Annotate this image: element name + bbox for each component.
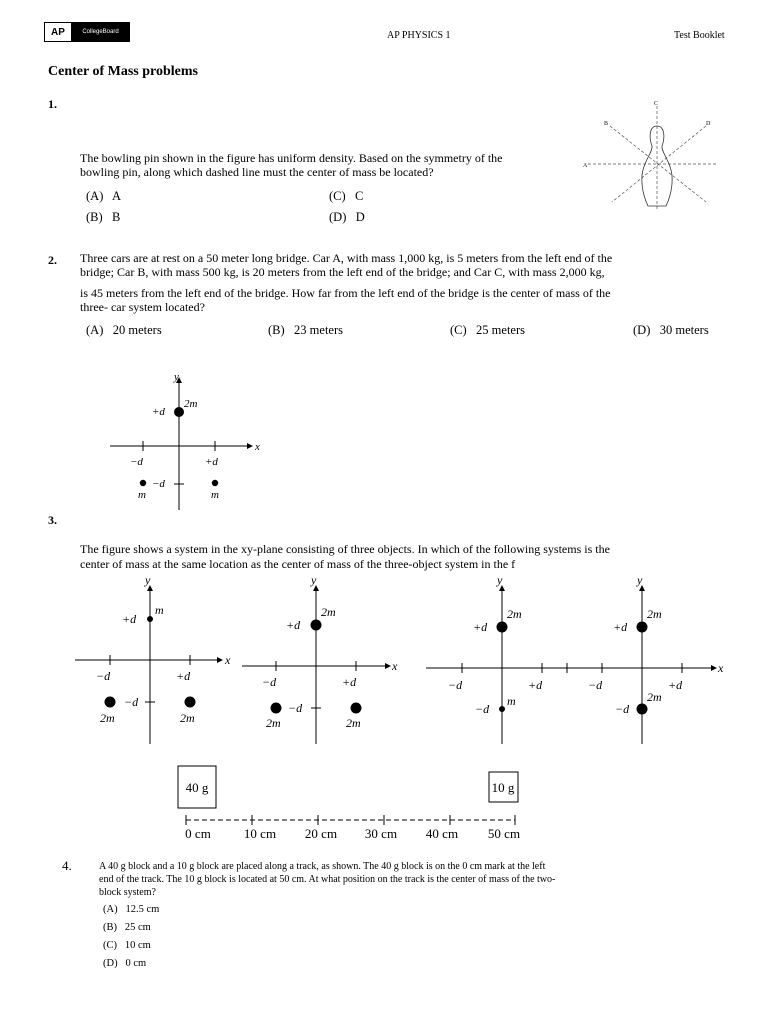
sys4-x-label: x <box>718 661 724 675</box>
fig-label-d: D <box>706 121 711 127</box>
q2-option-c-value: 25 meters <box>476 323 525 337</box>
y-label: y <box>174 371 179 383</box>
track-mark-40: 40 cm <box>425 826 459 841</box>
q1-number: 1. <box>48 97 57 111</box>
q1-option-c[interactable] <box>329 189 363 204</box>
track-figure <box>170 762 540 844</box>
sys3-minus-d-y: −d <box>475 702 490 716</box>
q2-option-a[interactable] <box>86 323 162 338</box>
dashed-line-d <box>612 126 706 202</box>
sys2-plus-d-x: +d <box>342 675 357 689</box>
mass-m-right-label: m <box>211 489 219 501</box>
sys3-m-label: m <box>507 694 516 708</box>
track-mark-0: 0 cm <box>185 826 211 841</box>
header-booklet: Test Booklet <box>674 30 725 41</box>
q1-text-line2: bowling pin, along which dashed line must the center of mass be located? <box>80 165 434 179</box>
q4-option-a[interactable] <box>103 904 159 915</box>
q2-option-c[interactable] <box>450 323 525 338</box>
system-2-figure <box>242 573 398 744</box>
mass-m-left-label: m <box>138 489 146 501</box>
q2-option-a-value: 20 meters <box>112 323 162 337</box>
sys1-x-label: x <box>225 653 231 667</box>
sys2-minus-d-y: −d <box>288 701 303 715</box>
sys1-y-label: y <box>145 573 151 587</box>
sys3-y-label: y <box>497 573 503 587</box>
sys4-plus-d-y: +d <box>613 620 628 634</box>
q1-option-d-label: (D) <box>329 210 347 224</box>
ap-collegeboard-logo <box>44 22 130 42</box>
q2-option-b-value: 23 meters <box>294 323 343 337</box>
sys1-m-label: m <box>155 603 164 617</box>
q3-answer-systems <box>70 572 724 747</box>
sys2-y-label: y <box>311 573 317 587</box>
mass-2m-label: 2m <box>184 398 198 410</box>
plus-d-y-label: +d <box>152 406 165 418</box>
q3-text-line1: The figure shows a system in the xy-plane consisting of three objects. In which of the following systems is the <box>80 542 610 556</box>
q2-option-d-value: 30 meters <box>659 323 709 337</box>
mass-m-right-dot <box>212 480 218 486</box>
section-title: Center of Mass problems <box>48 64 198 79</box>
q2-option-a-label: (A) <box>86 323 104 337</box>
sys4-minus-d-x: −d <box>588 678 603 692</box>
q4-option-a-label: (A) <box>103 904 118 915</box>
block-40g-label: 40 g <box>185 780 209 795</box>
q2-option-d-label: (D) <box>633 323 651 337</box>
fig-label-c: C <box>654 101 659 107</box>
sys3-minus-d-x: −d <box>448 678 463 692</box>
sys2-2m-right: 2m <box>346 716 361 730</box>
q1-text-line1: The bowling pin shown in the figure has uniform density. Based on the symmetry of the <box>80 151 503 165</box>
sys1-plus-d-x: +d <box>176 669 191 683</box>
logo-ap: AP <box>45 23 72 41</box>
q4-text-line3: block system? <box>99 887 156 898</box>
logo-collegeboard: CollegeBoard <box>72 23 129 41</box>
q2-text-line2: bridge; Car B, with mass 500 kg, is 20 meters from the left end of the bridge; and Car C, with mass 2,000 kg, <box>80 265 605 279</box>
q2-number: 2. <box>48 253 57 267</box>
q1-option-c-label: (C) <box>329 189 346 203</box>
q4-option-b-value: 25 cm <box>124 922 151 933</box>
sys3-plus-d-y: +d <box>473 620 488 634</box>
track-mark-30: 30 cm <box>364 826 398 841</box>
q3-reference-figure <box>100 368 270 513</box>
q4-text-line1: A 40 g block and a 10 g block are placed along a track, as shown. The 40 g block is on the 0 cm mark at the left <box>99 861 546 872</box>
q2-option-d[interactable] <box>633 323 709 338</box>
sys3-2m-top: 2m <box>507 607 522 621</box>
q1-option-b-value: B <box>112 210 121 224</box>
track-mark-50: 50 cm <box>487 826 521 841</box>
q1-option-d-value: D <box>355 210 365 224</box>
sys1-plus-d-y: +d <box>122 612 137 626</box>
track-mark-20: 20 cm <box>304 826 338 841</box>
sys1-2m-left: 2m <box>100 711 115 725</box>
sys4-minus-d-y: −d <box>615 702 630 716</box>
sys1-minus-d-y: −d <box>124 695 139 709</box>
q4-text-line2: end of the track. The 10 g block is located at 50 cm. At what position on the track is the center of mass of the two- <box>99 874 556 885</box>
q4-option-c-value: 10 cm <box>124 940 151 951</box>
q4-option-c-label: (C) <box>103 940 117 951</box>
q2-text-line4: three- car system located? <box>80 300 205 314</box>
x-label: x <box>255 441 260 453</box>
q4-option-d-label: (D) <box>103 958 118 969</box>
sys4-2m-bottom: 2m <box>647 690 662 704</box>
sys3-plus-d-x: +d <box>528 678 543 692</box>
plus-d-x-label: +d <box>205 456 218 468</box>
q1-option-d[interactable] <box>329 210 365 225</box>
q2-option-b-label: (B) <box>268 323 285 337</box>
q4-option-d-value: 0 cm <box>125 958 147 969</box>
q1-option-a[interactable] <box>86 189 121 204</box>
sys4-plus-d-x: +d <box>668 678 683 692</box>
q3-number: 3. <box>48 513 57 527</box>
q4-option-d[interactable] <box>103 958 146 969</box>
minus-d-x-label: −d <box>130 456 143 468</box>
sys2-plus-d-y: +d <box>286 618 301 632</box>
q2-text-line3: is 45 meters from the left end of the bridge. How far from the left end of the bridge is the center of mass of the <box>80 286 611 300</box>
q1-option-b[interactable] <box>86 210 120 225</box>
system-1-figure <box>75 573 231 744</box>
q4-number: 4. <box>62 858 72 873</box>
q4-option-b[interactable] <box>103 922 151 933</box>
q4-option-c[interactable] <box>103 940 151 951</box>
q1-option-a-value: A <box>112 189 122 203</box>
q3-text-line2: center of mass at the same location as the center of mass of the three-object system in the f <box>80 557 516 571</box>
mass-2m-dot <box>174 407 184 417</box>
q2-text-line1: Three cars are at rest on a 50 meter long bridge. Car A, with mass 1,000 kg, is 5 meters from the left end of the <box>80 251 613 265</box>
header-course: AP PHYSICS 1 <box>387 30 451 41</box>
q2-option-b[interactable] <box>268 323 343 338</box>
q4-option-a-value: 12.5 cm <box>125 904 160 915</box>
q1-option-b-label: (B) <box>86 210 103 224</box>
fig-label-a: A <box>583 163 588 169</box>
sys2-minus-d-x: −d <box>262 675 277 689</box>
sys1-minus-d-x: −d <box>96 669 111 683</box>
fig-label-b: B <box>604 121 609 127</box>
system-3-4-figure <box>426 573 724 744</box>
q4-option-b-label: (B) <box>103 922 117 933</box>
sys4-y-label: y <box>637 573 643 587</box>
sys2-2m-left: 2m <box>266 716 281 730</box>
minus-d-y-label: −d <box>152 478 165 490</box>
q2-option-c-label: (C) <box>450 323 467 337</box>
sys4-2m-top: 2m <box>647 607 662 621</box>
sys1-2m-right: 2m <box>180 711 195 725</box>
bowling-pin-figure <box>580 98 720 218</box>
q1-option-c-value: C <box>355 189 364 203</box>
sys2-2m-top: 2m <box>321 605 336 619</box>
track-mark-10: 10 cm <box>243 826 277 841</box>
q1-option-a-label: (A) <box>86 189 104 203</box>
block-10g-label: 10 g <box>491 780 515 795</box>
sys2-x-label: x <box>392 659 398 673</box>
mass-m-left-dot <box>140 480 146 486</box>
